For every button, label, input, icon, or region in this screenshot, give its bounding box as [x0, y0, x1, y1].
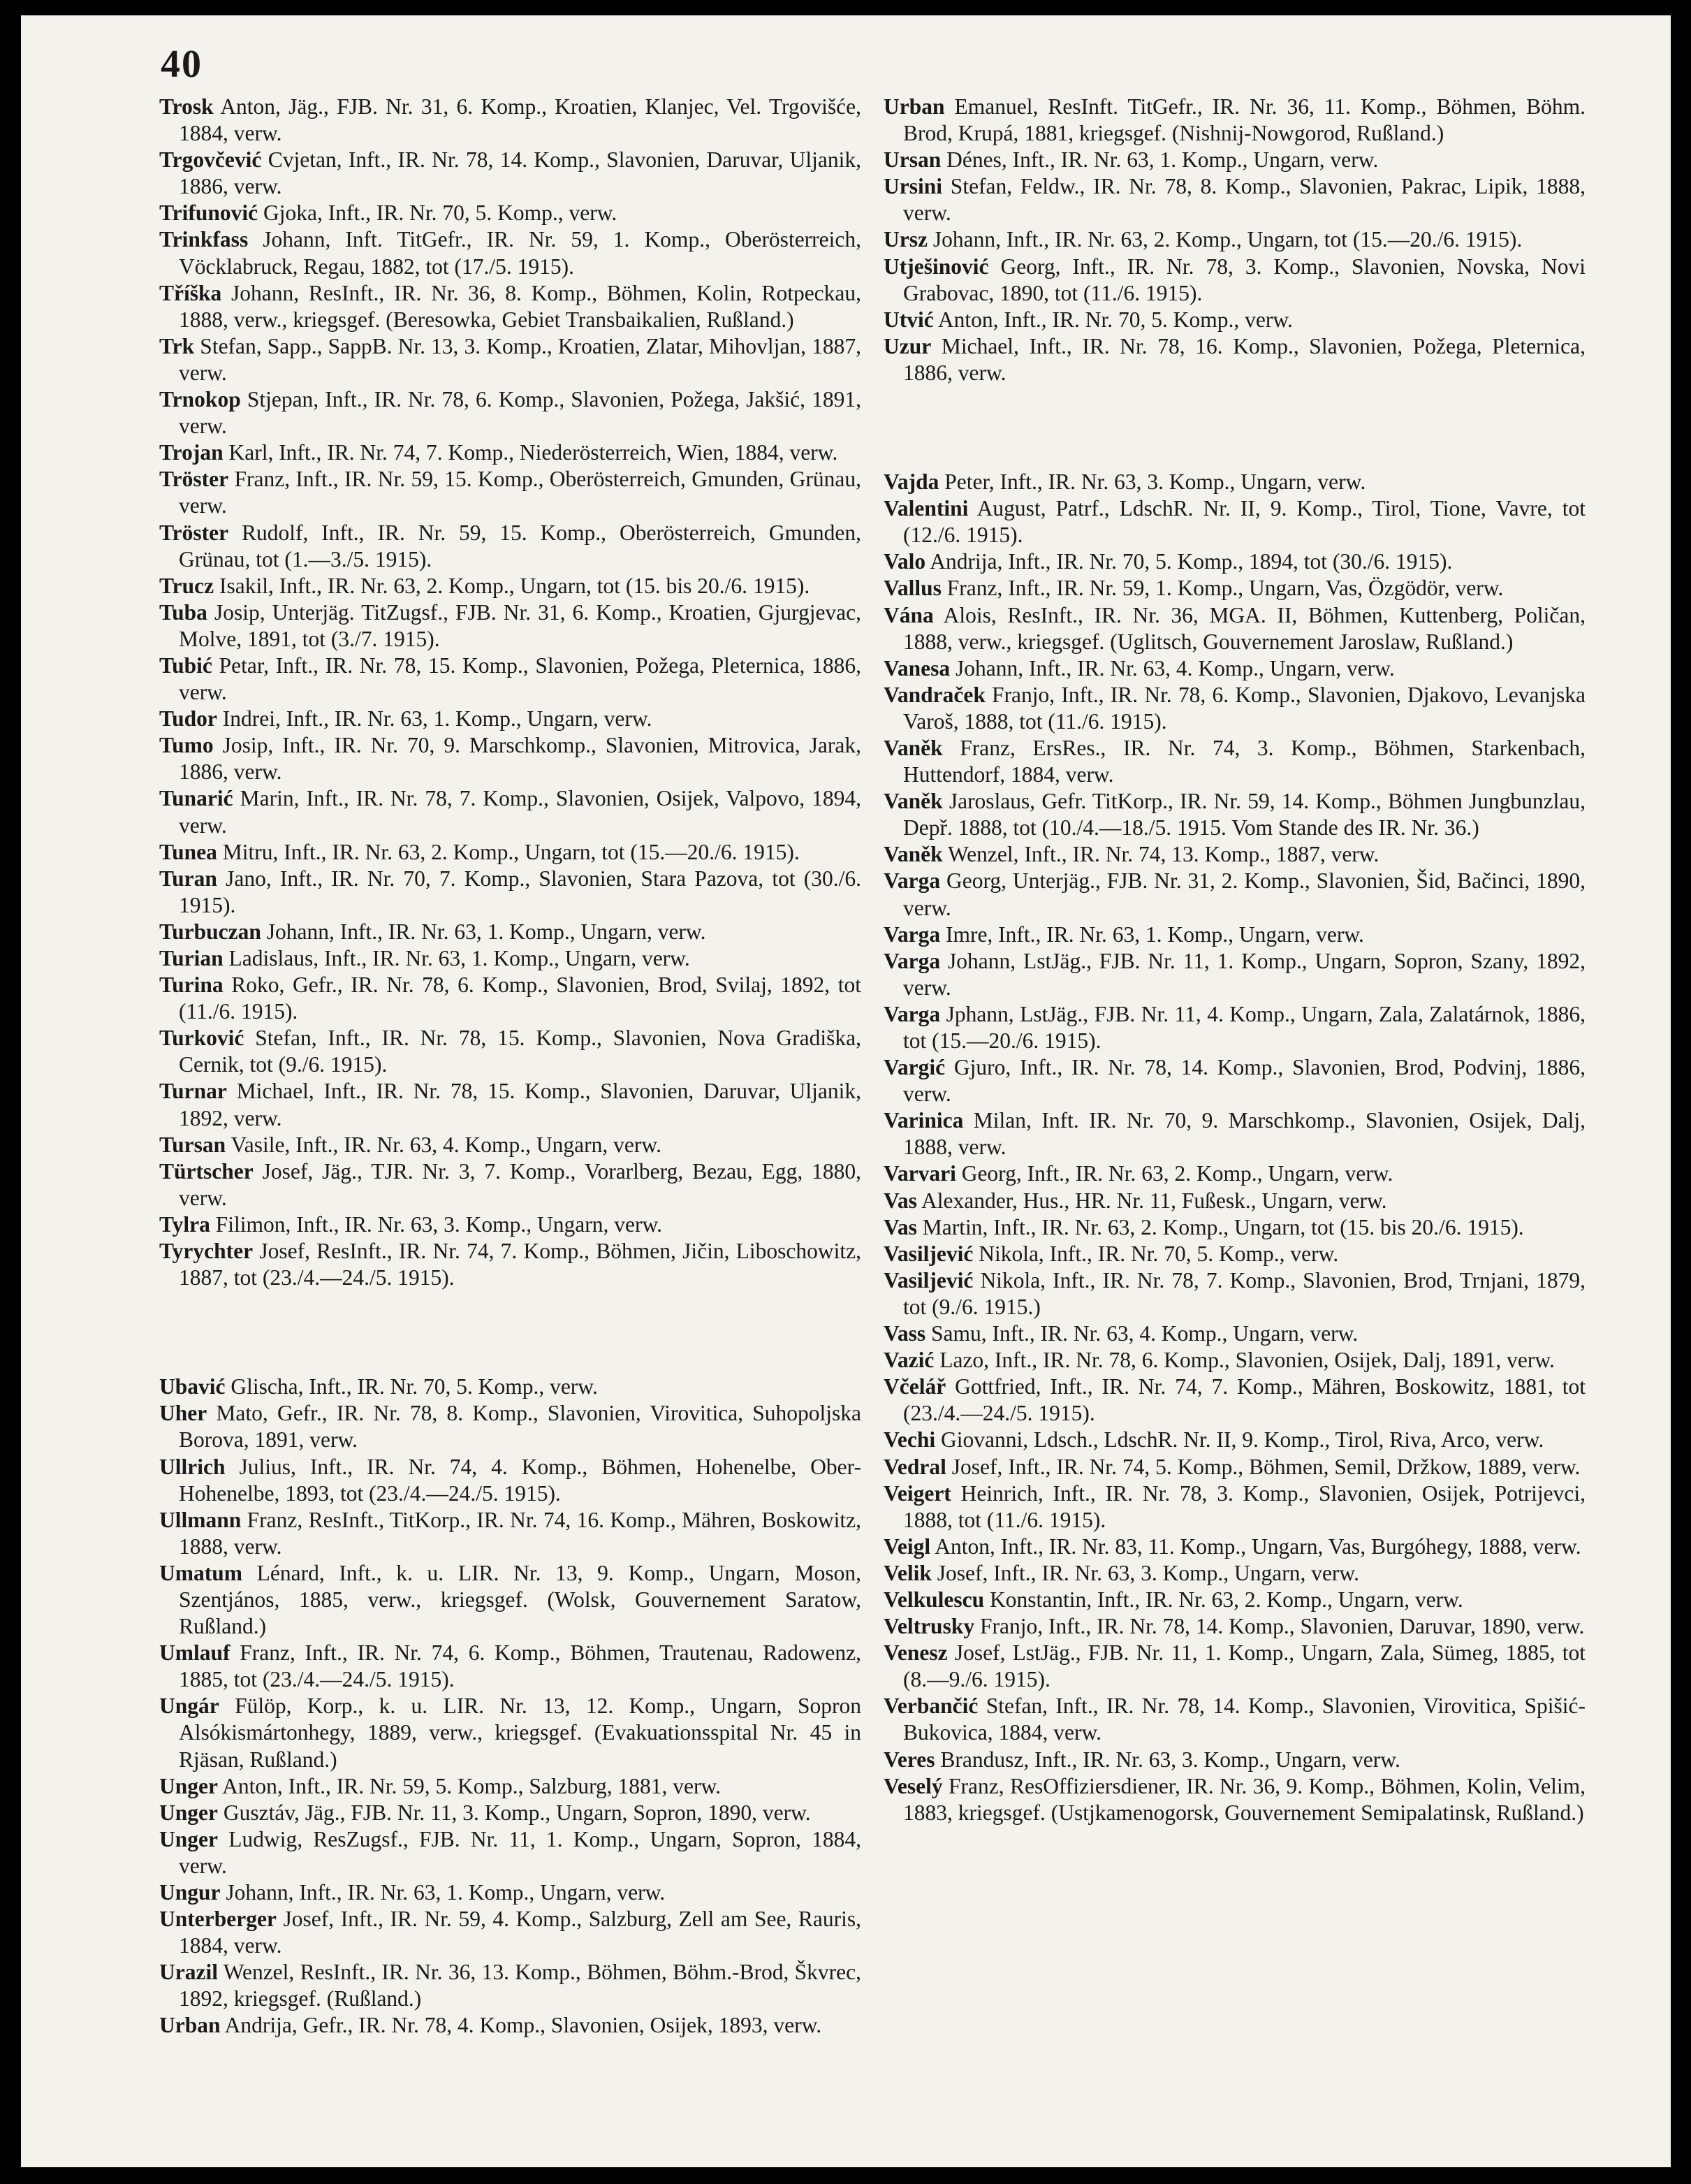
list-item [159, 333, 861, 386]
entry-details: Anton, Inft., IR. Nr. 59, 5. Komp., Salzburg, 1881, verw. [222, 1773, 722, 1798]
entry-surname: Valo [884, 549, 926, 574]
entry-details: Josef, Jäg., TJR. Nr. 3, 7. Komp., Vorarlberg, Bezau, Egg, 1880, verw. [179, 1158, 861, 1210]
entry-details: Mitru, Inft., IR. Nr. 63, 2. Komp., Ungarn, tot (15.—20./6. 1915). [222, 839, 800, 864]
right-column [884, 94, 1586, 1826]
entry-details: Alexander, Hus., HR. Nr. 11, Fußesk., Ungarn, verw. [921, 1188, 1387, 1213]
entry-details: Franjo, Inft., IR. Nr. 78, 6. Komp., Slavonien, Djakovo, Levanjska Varoš, 1888, tot (11./6. 1915). [903, 682, 1586, 734]
entry-details: Stjepan, Inft., IR. Nr. 78, 6. Komp., Slavonien, Požega, Jakšić, 1891, verw. [179, 387, 861, 439]
entry-surname: Venesz [884, 1640, 948, 1666]
entry-details: Brandusz, Inft., IR. Nr. 63, 3. Komp., Ungarn, verw. [940, 1747, 1400, 1772]
entry-details: Alois, ResInft., IR. Nr. 36, MGA. II, Böhmen, Kuttenberg, Poličan, 1888, verw., kriegsgef. (Uglitsch, Gouvernement Jaroslaw, Rußland.) [903, 602, 1586, 654]
entry-surname: Trucz [159, 573, 214, 598]
list-item [159, 1507, 861, 1560]
entry-details: Andrija, Inft., IR. Nr. 70, 5. Komp., 1894, tot (30./6. 1915). [930, 549, 1453, 574]
list-item [159, 1959, 861, 2012]
entry-surname: Vasiljević [884, 1241, 974, 1266]
entry-details: Wenzel, ResInft., IR. Nr. 36, 13. Komp., Böhmen, Böhm.-Brod, Škvrec, 1892, kriegsgef. (Rußland.) [179, 1960, 861, 2011]
entry-details: Johann, Inft., IR. Nr. 63, 4. Komp., Ungarn, verw. [956, 655, 1395, 680]
entry-surname: Tröster [159, 520, 229, 545]
list-item [884, 254, 1586, 307]
entry-details: Gusztáv, Jäg., FJB. Nr. 11, 3. Komp., Ungarn, Sopron, 1890, verw. [223, 1800, 811, 1825]
entry-surname: Tudor [159, 706, 217, 731]
entry-surname: Vas [884, 1214, 917, 1239]
list-item [884, 1534, 1586, 1560]
entry-surname: Turnar [159, 1079, 227, 1104]
list-item [159, 520, 861, 573]
entry-details: Cvjetan, Inft., IR. Nr. 78, 14. Komp., Slavonien, Daruvar, Uljanik, 1886, verw. [179, 147, 862, 199]
list-item [159, 1025, 861, 1078]
list-item [159, 94, 861, 147]
entry-details: Stefan, Inft., IR. Nr. 78, 15. Komp., Slavonien, Nova Gradiška, Cernik, tot (9./6. 1915). [179, 1026, 861, 1077]
list-item [159, 1879, 861, 1906]
list-item [159, 1158, 861, 1211]
entry-surname: Türtscher [159, 1158, 254, 1184]
entry-details: Ladislaus, Inft., IR. Nr. 63, 1. Komp., Ungarn, verw. [228, 946, 690, 970]
list-item [159, 1400, 861, 1453]
entry-surname: Vaněk [884, 789, 943, 814]
list-item [884, 682, 1586, 735]
entry-surname: Veigl [884, 1534, 931, 1559]
list-item [159, 386, 861, 439]
entry-surname: Vaněk [884, 842, 943, 867]
entry-surname: Valentini [884, 496, 969, 521]
list-item [159, 1560, 861, 1640]
list-item [159, 706, 861, 732]
entry-details: Franz, Inft., IR. Nr. 74, 6. Komp., Böhmen, Trautenau, Radowenz, 1885, tot (23./4.—24./5. 1915). [179, 1640, 862, 1692]
list-item [884, 1480, 1586, 1534]
entry-group-t [159, 94, 861, 1291]
list-item [884, 1267, 1586, 1320]
list-item [884, 226, 1586, 253]
entry-surname: Unterberger [159, 1907, 277, 1932]
entry-details: Franz, ResOffiziersdiener, IR. Nr. 36, 9. Komp., Böhmen, Kolin, Velim, 1883, kriegsgef. (Ustjkamenogorsk, Gouvernement Semipalatinsk, Rußland.) [903, 1773, 1586, 1825]
entry-group-u [159, 1374, 861, 2039]
entry-surname: Veigert [884, 1480, 951, 1506]
entry-details: Indrei, Inft., IR. Nr. 63, 1. Komp., Ungarn, verw. [222, 706, 652, 731]
list-item [884, 1374, 1586, 1427]
entry-details: Karl, Inft., IR. Nr. 74, 7. Komp., Niederösterreich, Wien, 1884, verw. [228, 440, 838, 465]
entry-surname: Trosk [159, 94, 214, 119]
entry-surname: Varvari [884, 1161, 956, 1186]
entry-surname: Ubavić [159, 1374, 226, 1399]
entry-details: Johann, LstJäg., FJB. Nr. 11, 1. Komp., Ungarn, Sopron, Szany, 1892, verw. [903, 948, 1586, 1000]
entry-details: Jano, Inft., IR. Nr. 70, 7. Komp., Slavonien, Stara Pazova, tot (30./6. 1915). [179, 866, 862, 917]
entry-surname: Tumo [159, 733, 214, 758]
list-item [884, 94, 1586, 147]
entry-surname: Vas [884, 1188, 917, 1213]
list-item [884, 1454, 1586, 1480]
entry-surname: Ursz [884, 227, 928, 252]
entry-details: Josip, Inft., IR. Nr. 70, 9. Marschkomp., Slavonien, Mitrovica, Jarak, 1886, verw. [179, 733, 861, 785]
entry-details: Konstantin, Inft., IR. Nr. 63, 2. Komp., Ungarn, verw. [990, 1587, 1463, 1612]
entry-surname: Tursan [159, 1132, 226, 1157]
entry-details: Franz, Inft., IR. Nr. 59, 1. Komp., Ungarn, Vas, Özgödör, verw. [946, 576, 1504, 601]
entry-details: Isakil, Inft., IR. Nr. 63, 2. Komp., Ungarn, tot (15. bis 20./6. 1915). [219, 573, 810, 598]
list-item [159, 1211, 861, 1238]
list-item [159, 1800, 861, 1826]
entry-surname: Ullmann [159, 1507, 242, 1532]
entry-details: Anton, Jäg., FJB. Nr. 31, 6. Komp., Kroatien, Klanjec, Vel. Trgovišće, 1884, verw. [179, 94, 861, 146]
entry-details: Samu, Inft., IR. Nr. 63, 4. Komp., Ungarn, verw. [931, 1321, 1359, 1346]
entry-details: Lazo, Inft., IR. Nr. 78, 6. Komp., Slavonien, Osijek, Dalj, 1891, verw. [939, 1348, 1555, 1373]
entry-details: Josef, LstJäg., FJB. Nr. 11, 1. Komp., Ungarn, Zala, Sümeg, 1885, tot (8.—9./6. 1915). [903, 1640, 1586, 1692]
entry-surname: Tuba [159, 599, 207, 625]
list-item [159, 732, 861, 785]
entry-details: Georg, Inft., IR. Nr. 63, 2. Komp., Ungarn, verw. [961, 1161, 1393, 1186]
entry-details: Milan, Inft. IR. Nr. 70, 9. Marschkomp., Slavonien, Osijek, Dalj, 1888, verw. [903, 1108, 1586, 1160]
list-item [159, 785, 861, 838]
list-item [159, 919, 861, 945]
entry-details: Heinrich, Inft., IR. Nr. 78, 3. Komp., Slavonien, Osijek, Potrijevci, 1888, tot (11./6. 1915). [903, 1480, 1586, 1532]
list-item [884, 1613, 1586, 1640]
entry-details: Ludwig, ResZugsf., FJB. Nr. 11, 1. Komp., Ungarn, Sopron, 1884, verw. [179, 1826, 861, 1878]
entry-details: Andrija, Gefr., IR. Nr. 78, 4. Komp., Slavonien, Osijek, 1893, verw. [224, 2013, 822, 2038]
list-item [159, 972, 861, 1025]
list-item [884, 495, 1586, 548]
list-item [159, 1640, 861, 1693]
list-item [884, 173, 1586, 226]
entry-surname: Veres [884, 1747, 935, 1772]
entry-details: Anton, Inft., IR. Nr. 83, 11. Komp., Ungarn, Vas, Burgóhegy, 1888, verw. [935, 1534, 1581, 1559]
entry-details: Josef, Inft., IR. Nr. 63, 3. Komp., Ungarn, verw. [937, 1560, 1359, 1585]
list-item [884, 1188, 1586, 1214]
list-item [884, 1427, 1586, 1453]
list-item [159, 200, 861, 226]
entry-surname: Unger [159, 1773, 218, 1798]
entry-details: Jaroslaus, Gefr. TitKorp., IR. Nr. 59, 14. Komp., Böhmen Jungbunzlau, Depř. 1888, tot (10./4.—18./5. 1915. Vom Stande des IR. Nr. 36.) [903, 789, 1586, 840]
list-item [884, 333, 1586, 386]
entry-details: August, Patrf., LdschR. Nr. II, 9. Komp., Tirol, Tione, Vavre, tot (12./6. 1915). [903, 496, 1586, 548]
list-item [159, 466, 861, 519]
entry-surname: Vasiljević [884, 1267, 974, 1293]
entry-details: Giovanni, Ldsch., LdschR. Nr. II, 9. Komp., Tirol, Riva, Arco, verw. [940, 1427, 1544, 1453]
list-item [884, 1347, 1586, 1374]
list-item [159, 653, 861, 706]
list-item [159, 866, 861, 919]
list-item [159, 599, 861, 653]
entry-surname: Varga [884, 868, 941, 894]
entry-details: Filimon, Inft., IR. Nr. 63, 3. Komp., Ungarn, verw. [215, 1211, 663, 1237]
entry-surname: Ullrich [159, 1454, 226, 1479]
list-item [884, 1001, 1586, 1054]
left-column [159, 94, 861, 2039]
list-item [884, 1214, 1586, 1241]
entry-details: Dénes, Inft., IR. Nr. 63, 1. Komp., Ungarn, verw. [946, 147, 1379, 173]
list-item [884, 1640, 1586, 1693]
entry-surname: Trgovčević [159, 147, 262, 173]
list-item [159, 2012, 861, 2039]
list-item [159, 1374, 861, 1400]
list-item [884, 1107, 1586, 1160]
list-item [884, 1560, 1586, 1587]
list-item [884, 841, 1586, 868]
entry-surname: Ursan [884, 147, 942, 173]
list-item [159, 1454, 861, 1507]
entry-surname: Verbančić [884, 1694, 979, 1719]
entry-details: Fülöp, Korp., k. u. LIR. Nr. 13, 12. Komp., Ungarn, Sopron Alsókismártonhegy, 1889, verw., kriegsgef. (Evakuationsspital Nr. 45 in Rjäsan, Rußland.) [179, 1694, 862, 1772]
entry-details: Franz, ErsRes., IR. Nr. 74, 3. Komp., Böhmen, Starkenbach, Huttendorf, 1884, verw. [903, 735, 1586, 787]
entry-details: Martin, Inft., IR. Nr. 63, 2. Komp., Ungarn, tot (15. bis 20./6. 1915). [922, 1214, 1524, 1239]
entry-details: Johann, Inft., IR. Nr. 63, 1. Komp., Ungarn, verw. [266, 919, 706, 944]
entry-surname: Umatum [159, 1560, 242, 1585]
entry-surname: Urazil [159, 1960, 218, 1985]
entry-surname: Vána [884, 602, 934, 627]
entry-details: Stefan, Inft., IR. Nr. 78, 14. Komp., Slavonien, Virovitica, Spišić-Bukovica, 1884, verw. [903, 1694, 1586, 1745]
entry-details: Rudolf, Inft., IR. Nr. 59, 15. Komp., Oberösterreich, Gmunden, Grünau, tot (1.—3./5. 1915). [179, 520, 861, 572]
entry-details: Josef, Inft., IR. Nr. 74, 5. Komp., Böhmen, Semil, Držkow, 1889, verw. [951, 1454, 1581, 1479]
entry-surname: Varga [884, 1001, 941, 1026]
entry-surname: Turan [159, 866, 217, 891]
entry-surname: Tubić [159, 653, 212, 678]
list-item [884, 1747, 1586, 1773]
entry-surname: Unger [159, 1800, 218, 1825]
entry-surname: Tunarić [159, 786, 233, 811]
entry-surname: Ungur [159, 1880, 221, 1905]
list-item [159, 1238, 861, 1291]
list-item [159, 1773, 861, 1800]
entry-surname: Varinica [884, 1108, 964, 1133]
entry-surname: Trifunović [159, 201, 258, 226]
entry-surname: Uzur [884, 333, 932, 358]
list-item [159, 1132, 861, 1158]
entry-details: Roko, Gefr., IR. Nr. 78, 6. Komp., Slavonien, Brod, Svilaj, 1892, tot (11./6. 1915). [179, 973, 862, 1024]
entry-surname: Ungár [159, 1694, 219, 1719]
entry-surname: Vedral [884, 1454, 946, 1479]
entry-details: Wenzel, Inft., IR. Nr. 74, 13. Komp., 1887, verw. [947, 842, 1379, 867]
list-item [884, 1241, 1586, 1267]
list-item [884, 548, 1586, 575]
entry-surname: Vajda [884, 469, 939, 495]
entry-details: Johann, Inft., IR. Nr. 63, 2. Komp., Ungarn, tot (15.—20./6. 1915). [932, 227, 1523, 252]
entry-details: Emanuel, ResInft. TitGefr., IR. Nr. 36, 11. Komp., Böhmen, Böhm. Brod, Krupá, 1881, kriegsgef. (Nishnij-Nowgorod, Rußland.) [903, 94, 1586, 146]
entry-surname: Tříška [159, 280, 222, 305]
entry-surname: Vazić [884, 1348, 935, 1373]
entry-details: Georg, Unterjäg., FJB. Nr. 31, 2. Komp., Slavonien, Šid, Bačinci, 1890, verw. [903, 868, 1586, 920]
page-number: 40 [161, 43, 203, 86]
list-item [884, 1587, 1586, 1613]
entry-surname: Umlauf [159, 1640, 230, 1666]
entry-details: Nikola, Inft., IR. Nr. 70, 5. Komp., verw. [979, 1241, 1339, 1266]
entry-surname: Turina [159, 973, 224, 998]
entry-surname: Tunea [159, 839, 217, 864]
entry-surname: Utvić [884, 307, 934, 332]
entry-surname: Trk [159, 333, 195, 358]
list-item [884, 868, 1586, 921]
entry-details: Nikola, Inft., IR. Nr. 78, 7. Komp., Slavonien, Brod, Trnjani, 1879, tot (9./6. 1915.) [903, 1267, 1586, 1319]
entry-details: Michael, Inft., IR. Nr. 78, 15. Komp., Slavonien, Daruvar, Uljanik, 1892, verw. [179, 1079, 861, 1130]
entry-details: Josef, Inft., IR. Nr. 59, 4. Komp., Salzburg, Zell am See, Rauris, 1884, verw. [179, 1907, 862, 1958]
entry-details: Lénard, Inft., k. u. LIR. Nr. 13, 9. Komp., Ungarn, Moson, Szentjános, 1885, verw., kriegsgef. (Wolsk, Gouvernement Saratow, Rußland.) [179, 1560, 861, 1639]
list-item [884, 307, 1586, 333]
entry-details: Peter, Inft., IR. Nr. 63, 3. Komp., Ungarn, verw. [944, 469, 1366, 495]
entry-details: Mato, Gefr., IR. Nr. 78, 8. Komp., Slavonien, Virovitica, Suhopoljska Borova, 1891, verw. [179, 1401, 861, 1453]
entry-surname: Varga [884, 922, 941, 947]
list-item [159, 1906, 861, 1959]
entry-surname: Turbuczan [159, 919, 261, 944]
entry-surname: Tylra [159, 1211, 210, 1237]
entry-details: Johann, Inft., IR. Nr. 63, 1. Komp., Ungarn, verw. [226, 1880, 666, 1905]
entry-surname: Vargić [884, 1055, 946, 1080]
entry-details: Anton, Inft., IR. Nr. 70, 5. Komp., verw. [937, 307, 1293, 332]
entry-surname: Veselý [884, 1773, 943, 1798]
entry-details: Jphann, LstJäg., FJB. Nr. 11, 4. Komp., Ungarn, Zala, Zalatárnok, 1886, tot (15.—20./6. 1915). [903, 1001, 1586, 1053]
section-gap [159, 1291, 861, 1374]
document-page [21, 15, 1671, 2167]
list-item [159, 1693, 861, 1772]
entry-surname: Tyrychter [159, 1239, 254, 1264]
list-item [159, 1826, 861, 1879]
entry-surname: Vandraček [884, 682, 986, 707]
entry-details: Georg, Inft., IR. Nr. 78, 3. Komp., Slavonien, Novska, Novi Grabovac, 1890, tot (11./6. 1915). [903, 254, 1586, 305]
list-item [884, 1320, 1586, 1347]
section-gap [884, 386, 1586, 469]
entry-details: Franz, ResInft., TitKorp., IR. Nr. 74, 16. Komp., Mähren, Boskowitz, 1888, verw. [179, 1507, 862, 1559]
entry-details: Glischa, Inft., IR. Nr. 70, 5. Komp., verw. [230, 1374, 598, 1399]
entry-details: Johann, Inft. TitGefr., IR. Nr. 59, 1. Komp., Oberösterreich, Vöcklabruck, Regau, 1882, tot (17./5. 1915). [179, 227, 861, 279]
entry-surname: Tröster [159, 467, 229, 492]
entry-details: Vasile, Inft., IR. Nr. 63, 4. Komp., Ungarn, verw. [230, 1132, 661, 1157]
entry-details: Josip, Unterjäg. TitZugsf., FJB. Nr. 31, 6. Komp., Kroatien, Gjurgjevac, Molve, 1891, tot (3./7. 1915). [179, 599, 862, 651]
entry-details: Marin, Inft., IR. Nr. 78, 7. Komp., Slavonien, Osijek, Valpovo, 1894, verw. [179, 786, 862, 838]
entry-details: Franz, Inft., IR. Nr. 59, 15. Komp., Oberösterreich, Gmunden, Grünau, verw. [179, 467, 861, 518]
entry-surname: Veltrusky [884, 1614, 975, 1639]
list-item [884, 922, 1586, 948]
entry-details: Michael, Inft., IR. Nr. 78, 16. Komp., Slavonien, Požega, Pleternica, 1886, verw. [903, 333, 1586, 385]
entry-surname: Turković [159, 1026, 244, 1051]
list-item [884, 735, 1586, 788]
entry-surname: Ursini [884, 174, 943, 199]
list-item [884, 1693, 1586, 1746]
list-item [884, 1054, 1586, 1107]
list-item [884, 469, 1586, 495]
entry-surname: Varga [884, 948, 941, 973]
entry-surname: Unger [159, 1826, 218, 1851]
list-item [884, 602, 1586, 655]
entry-surname: Trinkfass [159, 227, 249, 252]
entry-details: Gjoka, Inft., IR. Nr. 70, 5. Komp., verw. [263, 201, 617, 226]
entry-surname: Vallus [884, 576, 942, 601]
entry-details: Stefan, Feldw., IR. Nr. 78, 8. Komp., Slavonien, Pakrac, Lipik, 1888, verw. [903, 174, 1586, 226]
list-item [159, 280, 861, 333]
list-item [159, 439, 861, 466]
entry-details: Franjo, Inft., IR. Nr. 78, 14. Komp., Slavonien, Daruvar, 1890, verw. [979, 1614, 1585, 1639]
entry-surname: Trnokop [159, 387, 241, 412]
list-item [159, 573, 861, 599]
entry-details: Stefan, Sapp., SappB. Nr. 13, 3. Komp., Kroatien, Zlatar, Mihovljan, 1887, verw. [179, 333, 862, 385]
entry-details: Imre, Inft., IR. Nr. 63, 1. Komp., Ungarn, verw. [945, 922, 1364, 947]
entry-surname: Vass [884, 1321, 926, 1346]
list-item [884, 1160, 1586, 1187]
entry-surname: Trojan [159, 440, 224, 465]
list-item [884, 147, 1586, 173]
entry-surname: Velik [884, 1560, 932, 1585]
entry-surname: Vaněk [884, 735, 943, 760]
entry-surname: Turian [159, 946, 224, 970]
list-item [884, 1773, 1586, 1826]
entry-details: Julius, Inft., IR. Nr. 74, 4. Komp., Böhmen, Hohenelbe, Ober-Hohenelbe, 1893, tot (23./4.—24./5. 1915). [179, 1454, 861, 1506]
entry-details: Johann, ResInft., IR. Nr. 36, 8. Komp., Böhmen, Kolin, Rotpeckau, 1888, verw., kriegsgef. (Beresowka, Gebiet Transbaikalien, Rußland.) [179, 280, 862, 332]
list-item [884, 575, 1586, 602]
entry-details: Gjuro, Inft., IR. Nr. 78, 14. Komp., Slavonien, Brod, Podvinj, 1886, verw. [903, 1055, 1586, 1107]
list-item [159, 1078, 861, 1131]
entry-group-u-continued [884, 94, 1586, 386]
entry-details: Gottfried, Inft., IR. Nr. 74, 7. Komp., Mähren, Boskowitz, 1881, tot (23./4.—24./5. 1915). [903, 1374, 1586, 1426]
list-item [159, 147, 861, 200]
list-item [159, 226, 861, 279]
entry-group-v [884, 469, 1586, 1826]
entry-surname: Utješinović [884, 254, 989, 279]
list-item [884, 948, 1586, 1001]
entry-details: Petar, Inft., IR. Nr. 78, 15. Komp., Slavonien, Požega, Pleternica, 1886, verw. [179, 653, 862, 705]
entry-surname: Vanesa [884, 655, 951, 680]
list-item [159, 945, 861, 972]
entry-surname: Vechi [884, 1427, 936, 1453]
list-item [884, 655, 1586, 682]
entry-surname: Uher [159, 1401, 207, 1426]
entry-surname: Urban [159, 2013, 221, 2038]
entry-details: Josef, ResInft., IR. Nr. 74, 7. Komp., Böhmen, Jičin, Liboschowitz, 1887, tot (23./4.—24./5. 1915). [179, 1239, 862, 1290]
list-item [884, 788, 1586, 841]
entry-surname: Urban [884, 94, 945, 119]
entry-surname: Velkulescu [884, 1587, 985, 1612]
entry-surname: Včelář [884, 1374, 946, 1399]
list-item [159, 839, 861, 866]
